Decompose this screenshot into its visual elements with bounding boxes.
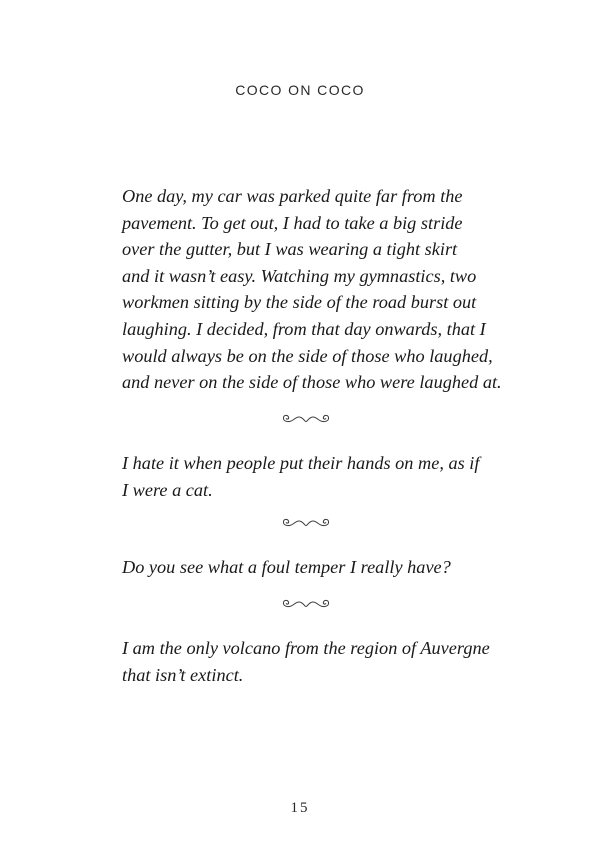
quote-1 <box>122 183 502 396</box>
quote-line: that isn’t extinct. <box>122 664 244 685</box>
running-head: COCO ON COCO <box>235 82 365 98</box>
quote-line: and it wasn’t easy. Watching my gymnastics, two <box>122 265 477 286</box>
quote-2 <box>122 450 494 503</box>
quote-line: would always be on the side of those who laughed, <box>122 345 493 366</box>
quote-line: pavement. To get out, I had to take a big stride <box>122 212 463 233</box>
flourish-ornament-icon <box>280 412 332 426</box>
quote-line: over the gutter, but I was wearing a tight skirt <box>122 239 458 260</box>
quote-line: I hate it when people put their hands on me, as if <box>122 453 480 473</box>
flourish-ornament-icon <box>280 597 332 611</box>
quote-line: and never on the side of those who were laughed at. <box>122 372 502 393</box>
quote-line: I were a cat. <box>122 479 213 500</box>
quote-line: I am the only volcano from the region of Auvergne <box>122 638 490 658</box>
quote-line: workmen sitting by the side of the road burst out <box>122 292 477 313</box>
quote-3 <box>122 554 494 581</box>
page-number: 15 <box>290 800 310 816</box>
quote-line: One day, my car was parked quite far from the <box>122 186 463 206</box>
flourish-ornament-icon <box>280 516 332 530</box>
quote-line: Do you see what a foul temper I really have? <box>122 557 451 577</box>
quote-line: laughing. I decided, from that day onwards, that I <box>122 318 486 339</box>
quote-4 <box>122 635 494 688</box>
